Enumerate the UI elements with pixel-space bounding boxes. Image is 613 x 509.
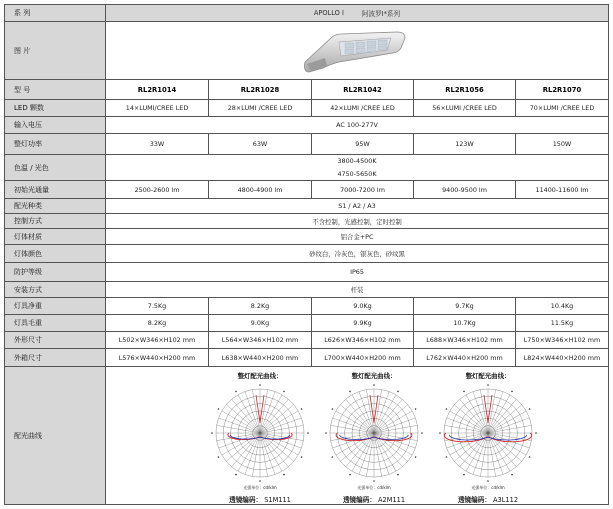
net-weight-cell: 7.5Kg bbox=[106, 298, 209, 315]
color-temp-row bbox=[5, 155, 608, 181]
lumen-cell: 9400-9500 lm bbox=[414, 181, 516, 199]
color-temp-value bbox=[106, 155, 608, 181]
street-lamp-image bbox=[301, 28, 409, 74]
box-size-row bbox=[5, 349, 608, 367]
lens-code-value: S1M111 bbox=[264, 496, 291, 504]
net-weight-label: 灯具净重 bbox=[5, 298, 106, 315]
outer-size-cell: L564×W346×H102 mm bbox=[209, 332, 312, 349]
model-cell: RL2R1042 bbox=[312, 80, 414, 100]
net-weight-cell: 9.7Kg bbox=[414, 298, 516, 315]
gross-weight-cell: 11.5Kg bbox=[516, 315, 608, 332]
lumen-cell: 7000-7200 lm bbox=[312, 181, 414, 199]
material-label: 灯体材质 bbox=[5, 229, 106, 245]
body-color-label: 灯体颜色 bbox=[5, 245, 106, 263]
light-curve-row bbox=[5, 367, 608, 504]
power-cell: 95W bbox=[312, 134, 414, 155]
led-row bbox=[5, 100, 608, 117]
gross-weight-cell: 10.7Kg bbox=[414, 315, 516, 332]
lens-code bbox=[314, 494, 434, 504]
lens-code-label: 透镜编码： bbox=[457, 496, 491, 504]
series-name-en: APOLLO Ⅰ bbox=[313, 9, 344, 17]
protection-label: 防护等级 bbox=[5, 263, 106, 282]
model-cell: RL2R1028 bbox=[209, 80, 312, 100]
control-label: 控制方式 bbox=[5, 214, 106, 229]
series-label: 系 列 bbox=[5, 5, 106, 22]
lens-code bbox=[428, 494, 548, 504]
lumen-cell: 2500-2600 lm bbox=[106, 181, 209, 199]
net-weight-row bbox=[5, 298, 608, 315]
led-cell: 70×LUMI /CREE LED bbox=[516, 100, 608, 117]
gross-weight-cell: 8.2Kg bbox=[106, 315, 209, 332]
box-size-cell: L824×W440×H200 mm bbox=[516, 349, 608, 367]
light-curve-diagram bbox=[200, 371, 320, 504]
optics-value: S1 / A2 / A3 bbox=[106, 199, 608, 214]
gross-weight-row bbox=[5, 315, 608, 332]
unit-label: 光强单位：cd/klm bbox=[471, 485, 505, 490]
box-size-cell: L700×W440×H200 mm bbox=[312, 349, 414, 367]
diagram-title: 整灯配光曲线： bbox=[351, 372, 397, 380]
polar-diagram-icon bbox=[436, 381, 540, 485]
color-temp-line: 3800-4500K bbox=[337, 157, 377, 166]
install-label: 安装方式 bbox=[5, 282, 106, 298]
series-header bbox=[106, 5, 608, 22]
lumen-label: 初始光通量 bbox=[5, 181, 106, 199]
lens-code-label: 透镜编码： bbox=[342, 496, 376, 504]
power-row bbox=[5, 134, 608, 155]
box-size-label: 外箱尺寸 bbox=[5, 349, 106, 367]
protection-row bbox=[5, 263, 608, 282]
lens-code-value: A2M111 bbox=[378, 496, 406, 504]
lumen-cell: 11400-11600 lm bbox=[516, 181, 608, 199]
gross-weight-cell: 9.0Kg bbox=[209, 315, 312, 332]
model-label: 型 号 bbox=[5, 80, 106, 100]
power-cell: 33W bbox=[106, 134, 209, 155]
power-cell: 63W bbox=[209, 134, 312, 155]
model-cell: RL2R1014 bbox=[106, 80, 209, 100]
outer-size-label: 外形尺寸 bbox=[5, 332, 106, 349]
diagram-title: 整灯配光曲线： bbox=[237, 372, 283, 380]
outer-size-cell: L502×W346×H102 mm bbox=[106, 332, 209, 349]
lumen-row bbox=[5, 181, 608, 199]
led-cell: 14×LUMI/CREE LED bbox=[106, 100, 209, 117]
series-row bbox=[5, 5, 608, 22]
spec-sheet bbox=[4, 4, 609, 505]
material-row bbox=[5, 229, 608, 245]
net-weight-cell: 8.2Kg bbox=[209, 298, 312, 315]
light-curve-diagram bbox=[428, 371, 548, 504]
lens-code-label: 透镜编码： bbox=[229, 496, 263, 504]
model-cell: RL2R1070 bbox=[516, 80, 608, 100]
net-weight-cell: 9.0Kg bbox=[312, 298, 414, 315]
led-cell: 28×LUMI /CREE LED bbox=[209, 100, 312, 117]
unit-label: 光强单位：cd/klm bbox=[243, 485, 277, 490]
light-curve-diagram bbox=[314, 371, 434, 504]
unit-label: 光强单位：cd/klm bbox=[357, 485, 391, 490]
control-value: 不含控制，光感控制，定时控制 bbox=[106, 214, 608, 229]
voltage-value: AC 100-277V bbox=[106, 117, 608, 134]
net-weight-cell: 10.4Kg bbox=[516, 298, 608, 315]
color-temp-label: 色温 / 光色 bbox=[5, 155, 106, 181]
power-cell: 150W bbox=[516, 134, 608, 155]
material-value: 铝合金+PC bbox=[106, 229, 608, 245]
color-temp-line: 4750-5650K bbox=[337, 169, 377, 178]
gross-weight-cell: 9.9Kg bbox=[312, 315, 414, 332]
lumen-cell: 4800-4900 lm bbox=[209, 181, 312, 199]
power-label: 整灯功率 bbox=[5, 134, 106, 155]
polar-diagram-icon bbox=[208, 381, 312, 485]
led-label: LED 颗数 bbox=[5, 100, 106, 117]
model-row bbox=[5, 80, 608, 100]
series-name-cn: 阿波罗Ⅰ*系列 bbox=[361, 10, 401, 18]
picture-label: 图 片 bbox=[5, 22, 106, 80]
outer-size-cell: L688×W346×H102 mm bbox=[414, 332, 516, 349]
optics-label: 配光种类 bbox=[5, 199, 106, 214]
outer-size-cell: L750×W346×H102 mm bbox=[516, 332, 608, 349]
light-curve-cell bbox=[106, 367, 608, 504]
outer-size-cell: L626×W346×H102 mm bbox=[312, 332, 414, 349]
light-curve-label: 配光曲线 bbox=[5, 367, 106, 504]
power-cell: 123W bbox=[414, 134, 516, 155]
lens-code bbox=[200, 494, 320, 504]
box-size-cell: L762×W440×H200 mm bbox=[414, 349, 516, 367]
voltage-row bbox=[5, 117, 608, 134]
body-color-value: 砂纹白，冷灰色，银灰色，砂纹黑 bbox=[106, 245, 608, 263]
voltage-label: 输入电压 bbox=[5, 117, 106, 134]
diagram-title: 整灯配光曲线： bbox=[465, 372, 511, 380]
install-row bbox=[5, 282, 608, 298]
body-color-row bbox=[5, 245, 608, 263]
led-cell: 42×LUMI /CREE LED bbox=[312, 100, 414, 117]
led-cell: 56×LUMI /CREE LED bbox=[414, 100, 516, 117]
install-value: 杆装 bbox=[106, 282, 608, 298]
lens-code-value: A3L112 bbox=[493, 496, 519, 504]
control-row bbox=[5, 214, 608, 229]
box-size-cell: L638×W440×H200 mm bbox=[209, 349, 312, 367]
protection-value: IP65 bbox=[106, 263, 608, 282]
optics-row bbox=[5, 199, 608, 214]
outer-size-row bbox=[5, 332, 608, 349]
polar-diagram-icon bbox=[322, 381, 426, 485]
gross-weight-label: 灯具毛重 bbox=[5, 315, 106, 332]
model-cell: RL2R1056 bbox=[414, 80, 516, 100]
box-size-cell: L576×W440×H200 mm bbox=[106, 349, 209, 367]
picture-row bbox=[5, 22, 608, 80]
picture-cell bbox=[106, 22, 608, 80]
